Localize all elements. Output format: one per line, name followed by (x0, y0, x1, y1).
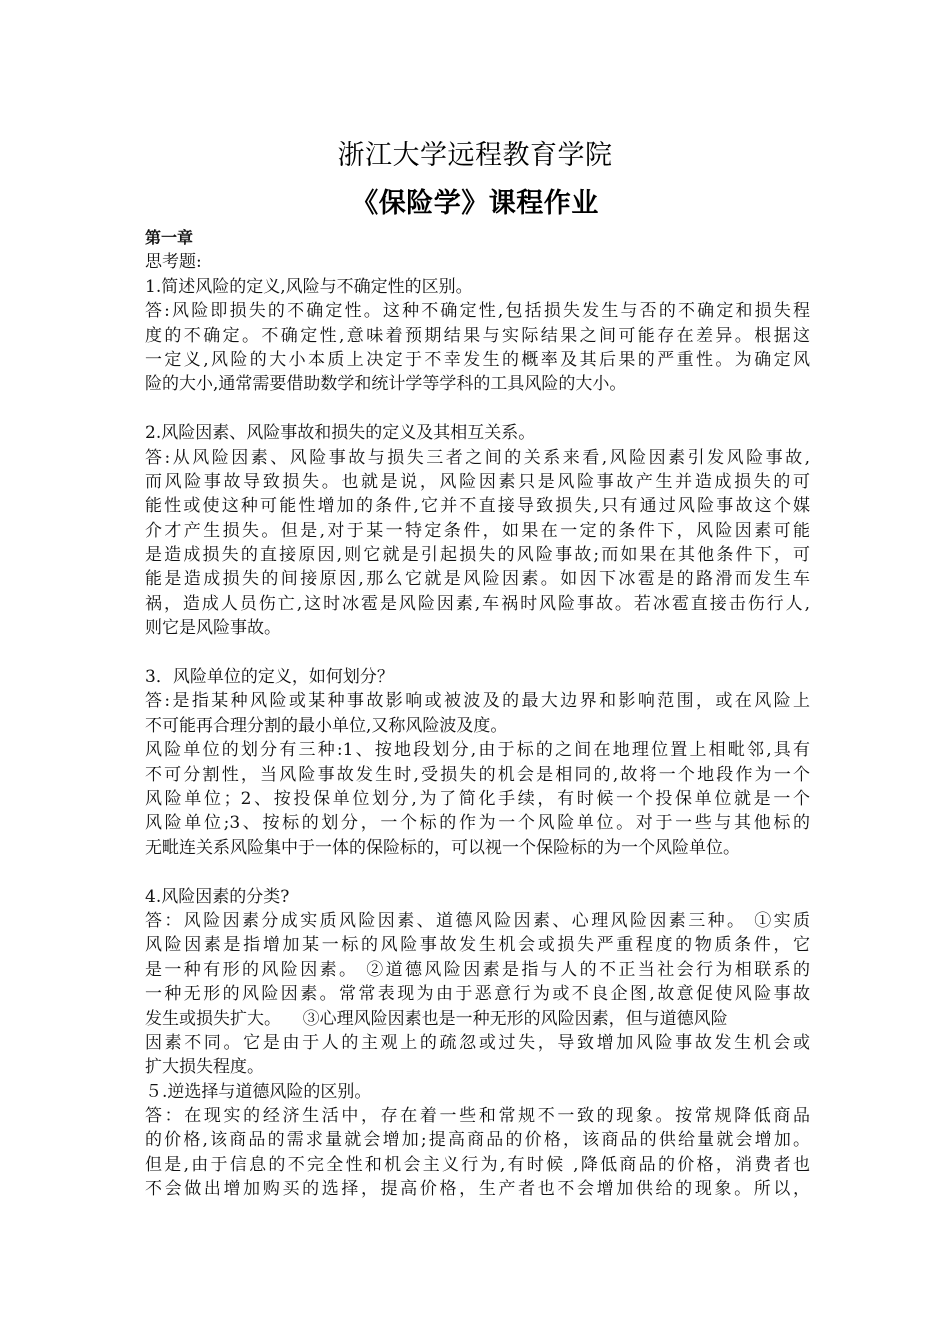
answer-5-line: 不会做出增加购买的选择，提高价格，生产者也不会增加供给的现象。所以， (145, 1179, 810, 1200)
paragraph-gap (145, 860, 810, 884)
answer-4-line: 风险因素是指增加某一标的风险事故发生机会或损失严重程度的物质条件，它 (145, 935, 810, 956)
answer-2-line: 则它是风险事故。 (145, 618, 281, 639)
answer-5-line: 的价格,该商品的需求量就会增加;提高商品的价格，该商品的供给量就会增加。 (145, 1130, 810, 1151)
institution-title: 浙江大学远程教育学院 (337, 140, 613, 171)
answer-2-line: 能是造成损失的间接原因,那么它就是风险因素。如因下冰雹是的路滑而发生车 (145, 569, 810, 590)
course-title: 《保险学》课程作业 (351, 188, 599, 219)
question-5: ５.逆选择与道德风险的区别。 (145, 1081, 372, 1102)
answer-1-line: 答:风险即损失的不确定性。这种不确定性,包括损失发生与否的不确定和损失程 (145, 301, 810, 322)
answer-2-line: 而风险事故导致损失。也就是说，风险因素只是风险事故产生并造成损失的可 (145, 471, 810, 492)
answer-5-line: 答：在现实的经济生活中，存在着一些和常规不一致的现象。按常规降低商品 (145, 1106, 810, 1127)
paragraph-gap (145, 641, 810, 665)
answer-1-line: 险的大小,通常需要借助数学和统计学等学科的工具风险的大小。 (145, 374, 627, 395)
answer-4-line: 因素不同。它是由于人的主观上的疏忽或过失，导致增加风险事故发生机会或 (145, 1032, 810, 1053)
answer-3-line: 风险单位的划分有三种:1、按地段划分,由于标的之间在地理位置上相毗邻,具有 (145, 740, 810, 761)
answer-2-line: 是造成损失的直接原因,则它就是引起损失的风险事故;而如果在其他条件下，可 (145, 545, 810, 566)
question-1: 1.简述风险的定义,风险与不确定性的区别。 (145, 276, 473, 297)
answer-4-line: 答：风险因素分成实质风险因素、道德风险因素、心理风险因素三种。 ①实质 (145, 910, 810, 931)
chapter-heading: 第一章 (145, 228, 194, 247)
answer-4-line: 是一种有形的风险因素。 ②道德风险因素是指与人的不正当社会行为相联系的 (145, 959, 810, 980)
answer-4-line: 扩大损失程度。 (145, 1057, 264, 1078)
answer-4-line: 一种无形的风险因素。常常表现为由于恶意行为或不良企图,故意促使风险事故 (145, 984, 810, 1005)
answer-3-line: 答:是指某种风险或某种事故影响或被波及的最大边界和影响范围，或在风险上 (145, 691, 810, 712)
answer-3-line: 不可分割性，当风险事故发生时,受损失的机会是相同的,故将一个地段作为一个 (145, 764, 810, 785)
answer-3-line: 无毗连关系风险集中于一体的保险标的，可以视一个保险标的为一个风险单位。 (145, 837, 740, 858)
answer-2-line: 答:从风险因素、风险事故与损失三者之间的关系来看,风险因素引发风险事故, (145, 447, 810, 468)
answer-5-line: 但是,由于信息的不完全性和机会主义行为,有时候 ,降低商品的价格，消费者也 (145, 1154, 810, 1175)
question-2: 2.风险因素、风险事故和损失的定义及其相互关系。 (145, 423, 536, 444)
answer-2-line: 介才产生损失。但是,对于某一特定条件，如果在一定的条件下，风险因素可能 (145, 520, 810, 541)
section-label: 思考题: (145, 252, 202, 273)
answer-4-line: 发生或损失扩大。 ③心理风险因素也是一种无形的风险因素，但与道德风险 (145, 1008, 728, 1029)
answer-3-line: 风险单位;3、按标的划分，一个标的作为一个风险单位。对于一些与其他标的 (145, 813, 810, 834)
answer-1-line: 度的不确定。不确定性,意味着预期结果与实际结果之间可能存在差异。根据这 (145, 325, 810, 346)
answer-3-line: 不可能再合理分割的最小单位,又称风险波及度。 (145, 715, 508, 736)
answer-2-line: 能性或使这种可能性增加的条件,它并不直接导致损失,只有通过风险事故这个媒 (145, 496, 810, 517)
paragraph-gap (145, 397, 810, 421)
document-body (145, 226, 810, 1202)
answer-2-line: 祸，造成人员伤亡,这时冰雹是风险因素,车祸时风险事故。若冰雹直接击伤行人, (145, 593, 810, 614)
question-3: 3．风险单位的定义，如何划分？ (145, 667, 394, 688)
answer-1-line: 一定义,风险的大小本质上决定于不幸发生的概率及其后果的严重性。为确定风 (145, 349, 810, 370)
question-4: 4.风险因素的分类? (145, 886, 290, 907)
answer-3-line: 风险单位；2、按投保单位划分,为了简化手续，有时候一个投保单位就是一个 (145, 788, 810, 809)
